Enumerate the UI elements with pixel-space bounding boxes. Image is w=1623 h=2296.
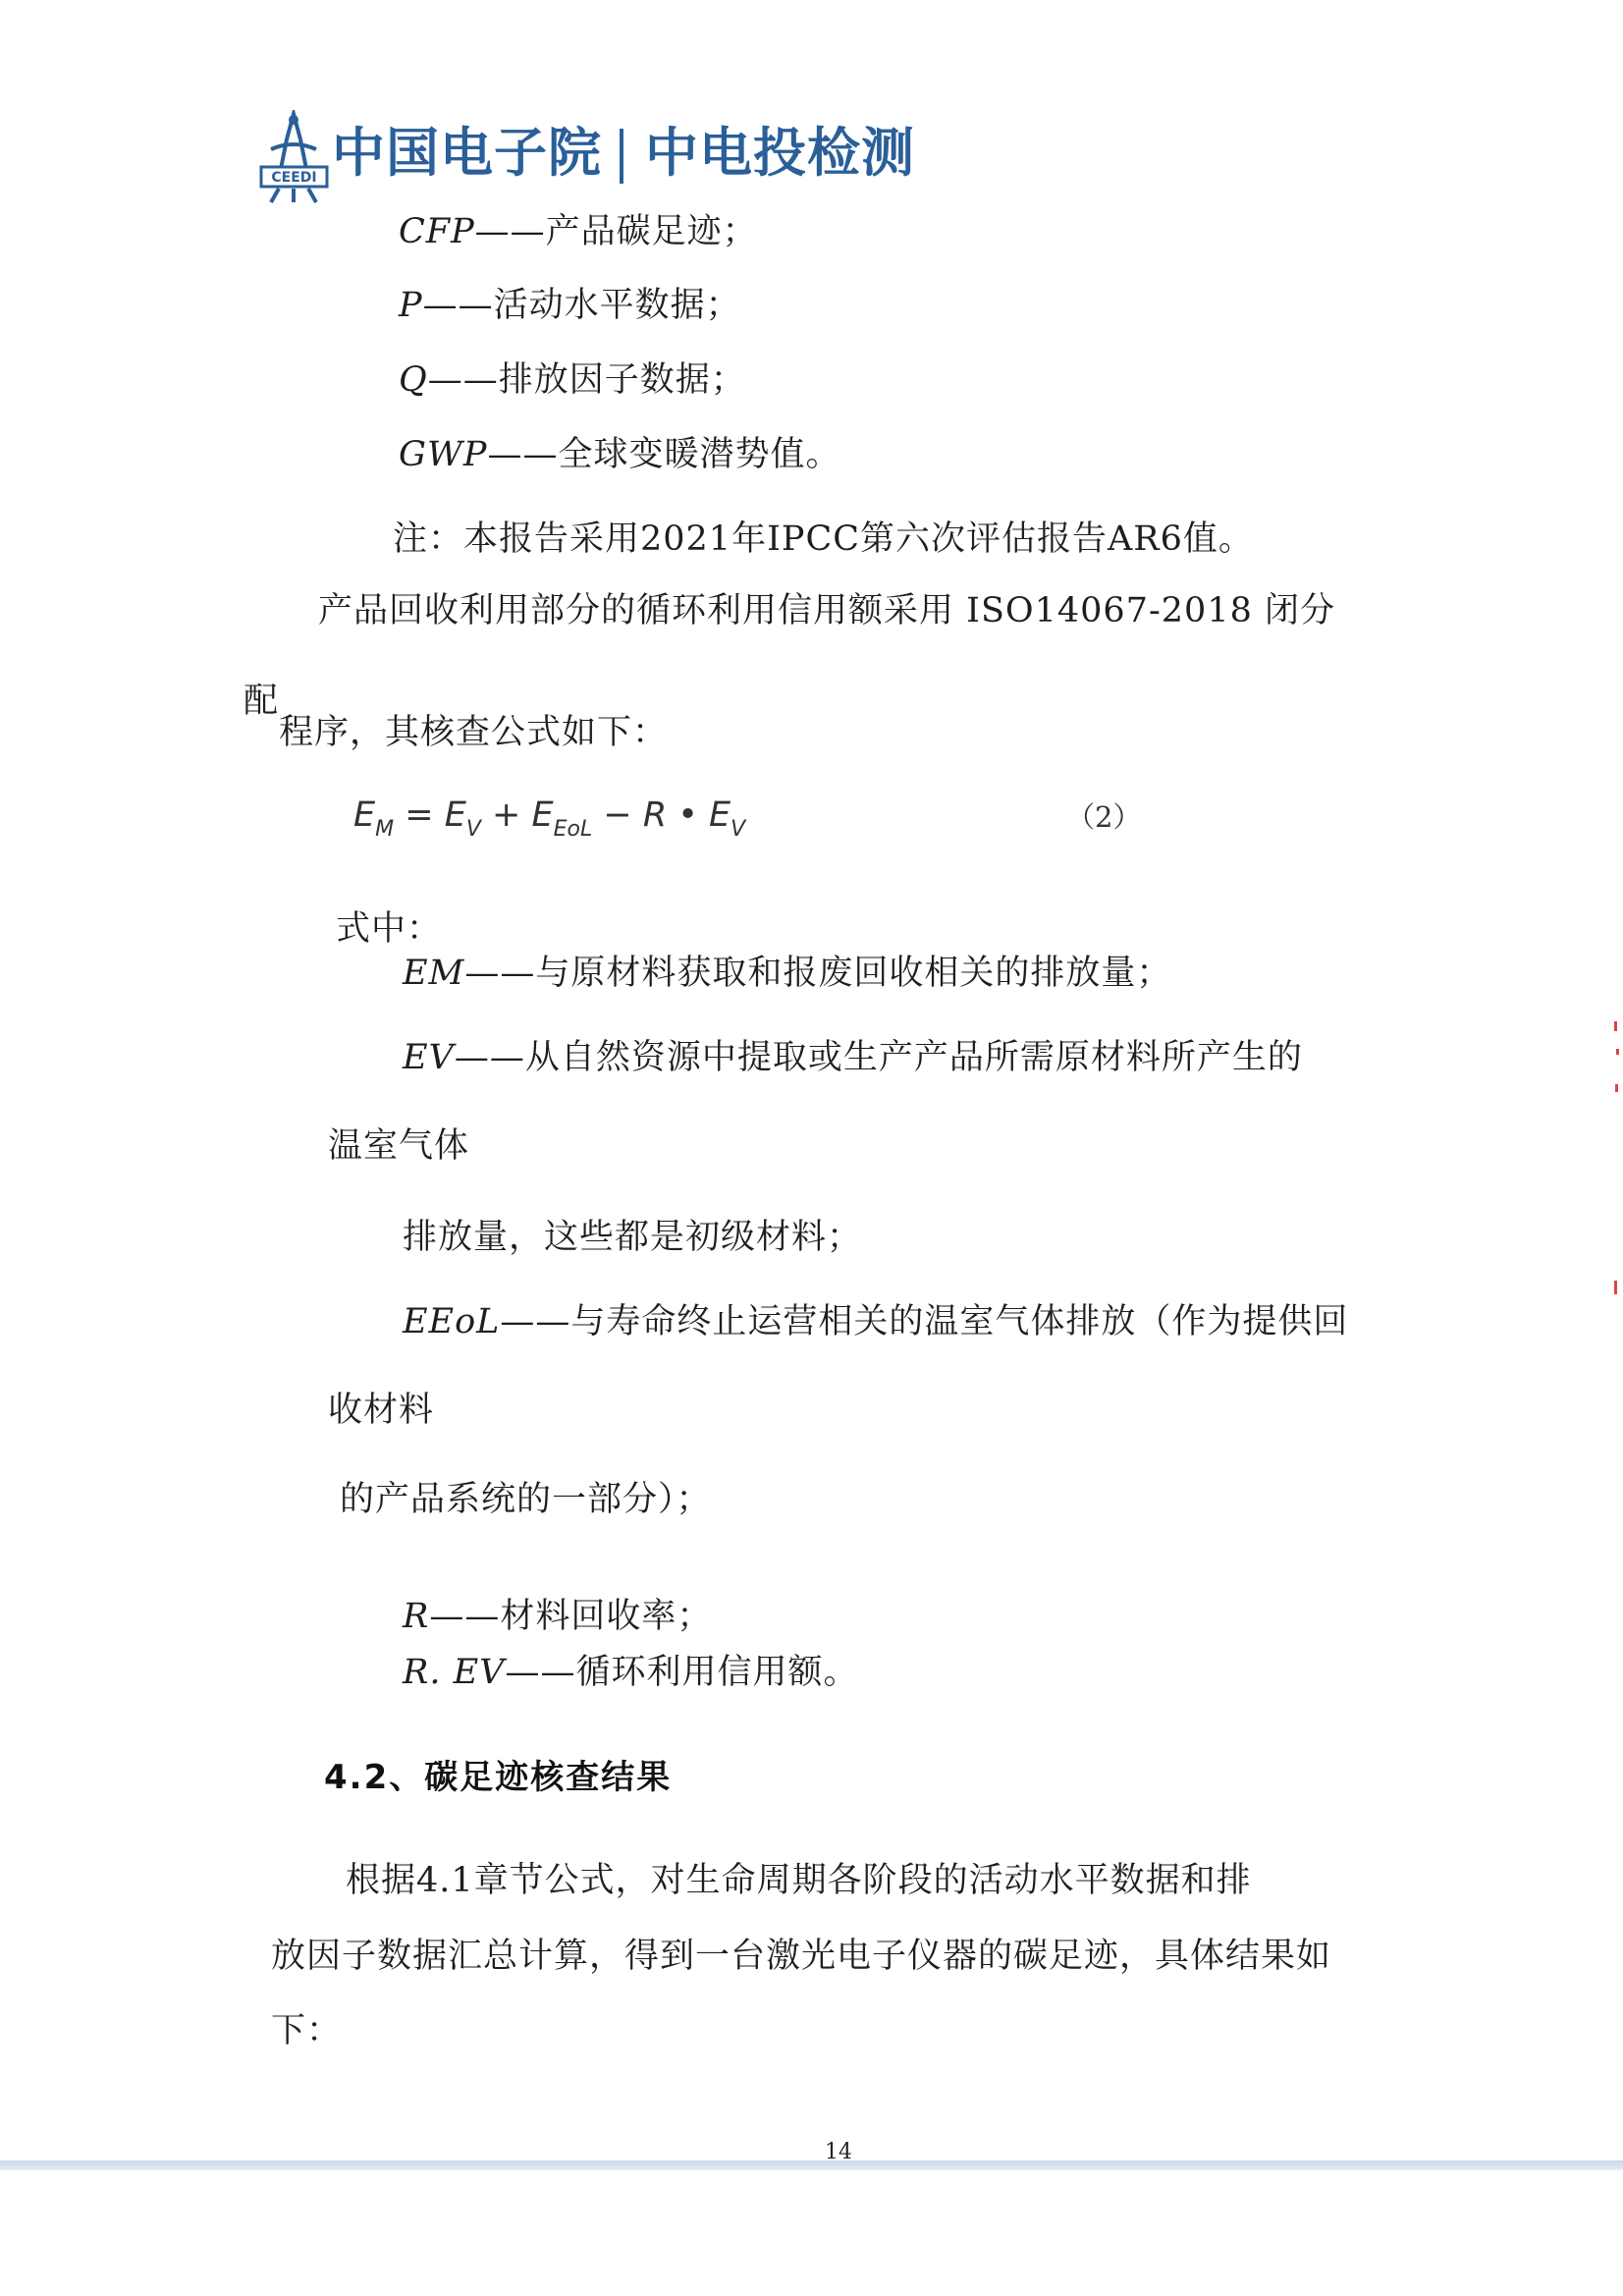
definition-eeol — [403, 1300, 1348, 1343]
formula-term: E — [531, 795, 554, 835]
definition-text: ——材料回收率； — [429, 1597, 713, 1636]
scan-mark — [1616, 1049, 1619, 1055]
definition-text: ——与原材料获取和报废回收相关的排放量； — [464, 954, 1172, 993]
ceedi-logo — [257, 110, 331, 204]
definition-text: ——全球变暖潜势值。 — [487, 435, 841, 474]
paragraph-line: 下： — [271, 2011, 343, 2050]
formula-sub: EoL — [553, 817, 593, 842]
symbol: EV — [403, 1038, 455, 1077]
paragraph-line: 的产品系统的一部分）； — [340, 1480, 712, 1519]
definition-p — [399, 284, 741, 327]
symbol: Q — [399, 360, 428, 400]
definition-ev — [403, 1036, 1303, 1079]
paragraph-line: 放因子数据汇总计算，得到一台激光电子仪器的碳足迹，具体结果如 — [271, 1937, 1332, 1976]
paragraph-line: 收材料 — [328, 1391, 435, 1430]
note: 注：本报告采用2021年IPCC第六次评估报告AR6值。 — [393, 519, 1254, 559]
page-number: 14 — [825, 2140, 852, 2164]
definition-text: ——排放因子数据； — [427, 360, 746, 400]
definition-text: ——与寿命终止运营相关的温室气体排放（作为提供回 — [500, 1302, 1349, 1341]
paragraph-line: 产品回收利用部分的循环利用信用额采用 ISO14067-2018 闭分 — [318, 591, 1335, 630]
formula-term: R • E — [642, 795, 731, 835]
paragraph-line: 配 — [243, 682, 280, 721]
formula-lhs: E — [353, 795, 376, 835]
formula-sub: M — [375, 817, 395, 842]
formula-term: E — [444, 795, 466, 835]
definition-cfp — [399, 210, 758, 253]
definition-q — [399, 358, 746, 402]
brand-divider — [620, 129, 623, 184]
footer-band — [0, 2160, 1623, 2170]
definition-text: ——循环利用信用额。 — [505, 1653, 859, 1692]
paragraph-line: 温室气体 — [328, 1126, 470, 1166]
brand-right: 中电投检测 — [645, 122, 915, 184]
paragraph-line: 根据4.1章节公式，对生命周期各阶段的活动水平数据和排 — [346, 1861, 1252, 1900]
symbol: R — [403, 1597, 430, 1636]
definition-rev — [403, 1651, 858, 1694]
definition-text: ——产品碳足迹； — [474, 212, 758, 251]
scan-mark — [1614, 1281, 1617, 1294]
definition-gwp — [399, 433, 841, 476]
paragraph-line: 排放量，这些都是初级材料； — [403, 1218, 863, 1257]
scan-mark — [1615, 1084, 1618, 1092]
formula-sub: V — [730, 817, 746, 842]
symbol: P — [399, 286, 423, 325]
where-label: 式中： — [336, 909, 443, 949]
paragraph-line: 程序，其核查公式如下： — [279, 713, 669, 752]
brand-name — [332, 124, 915, 184]
equation-number: （2） — [1066, 800, 1142, 834]
symbol: GWP — [399, 435, 488, 474]
symbol: CFP — [399, 212, 475, 251]
scan-mark — [1614, 1021, 1617, 1031]
definition-text: ——从自然资源中提取或生产产品所需原材料所产生的 — [454, 1038, 1303, 1077]
symbol: EM — [403, 954, 465, 993]
definition-r — [403, 1595, 712, 1638]
symbol: EEoL — [403, 1302, 501, 1341]
brand-left: 中国电子院 — [332, 122, 602, 184]
definition-text: ——活动水平数据； — [422, 286, 741, 325]
formula: $E_M = E_V + E_{EoL} - R$ • $E_V$ — [353, 795, 746, 842]
symbol: R. EV — [403, 1653, 506, 1692]
logo-text: CEEDI — [271, 170, 317, 186]
definition-em — [403, 952, 1171, 995]
formula-sub: V — [465, 817, 481, 842]
section-heading: 4.2、碳足迹核查结果 — [324, 1758, 673, 1797]
